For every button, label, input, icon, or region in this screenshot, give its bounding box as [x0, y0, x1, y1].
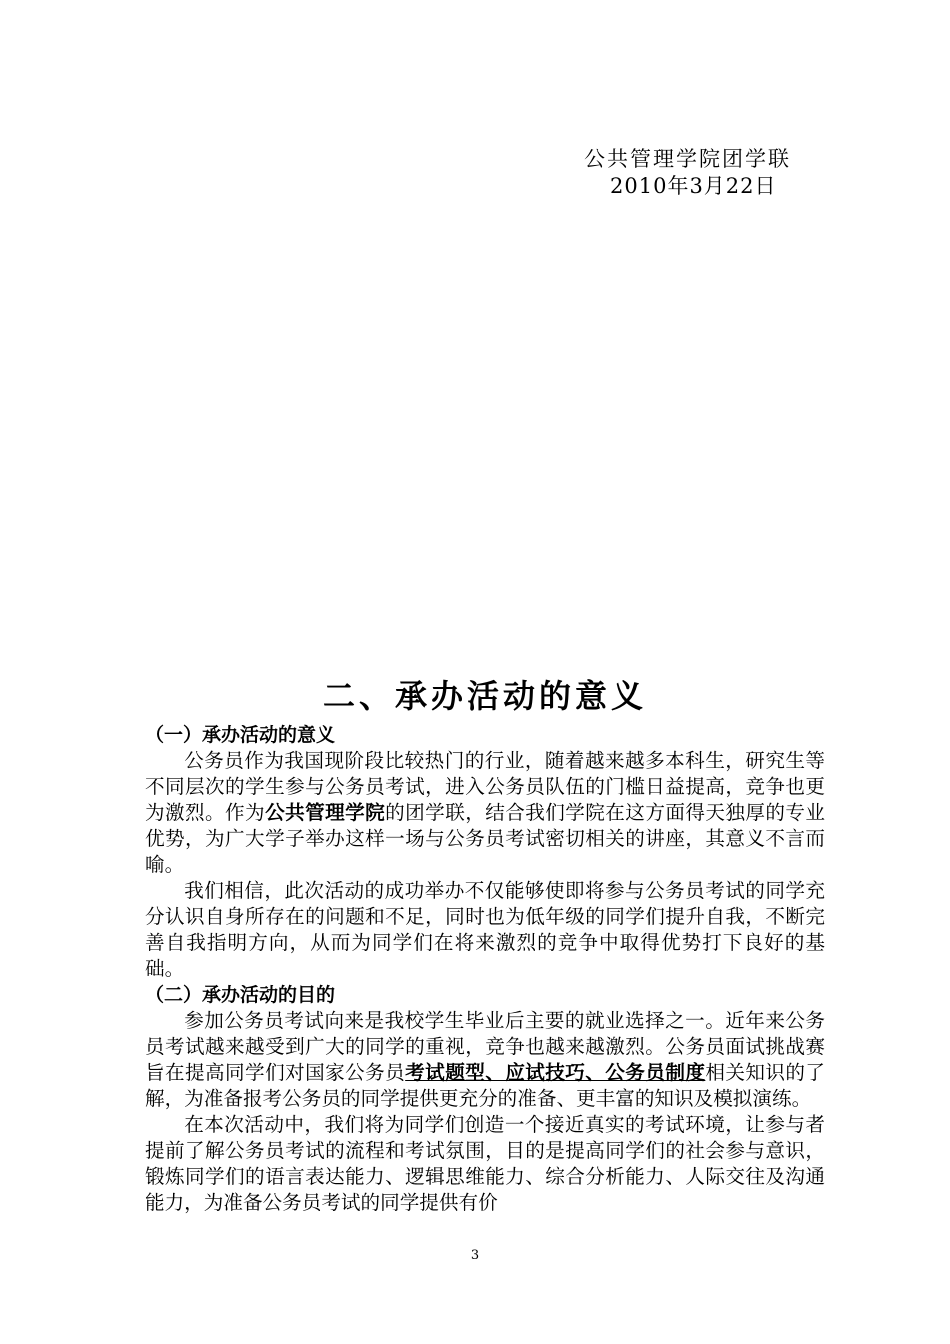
subsection-heading-meaning: （一）承办活动的意义 — [145, 724, 336, 746]
signature-organization: 公共管理学院团学联 — [584, 147, 791, 171]
paragraph-text: 的团学联，结合我们学院在这方面得天独厚的专业优势，为广大学子举办这样一场与公务员考试密切相关的讲座，其意义不言而喻。 — [145, 801, 826, 876]
paragraph-text: 参加公务员考试向来是我校学生毕业后主要的就业选择之一。近年来公务员考试越来越受到广大的同学的重视，竞争也越来越激烈。公务员面试挑战赛旨在提高同学们对国家公务员 — [145, 1009, 825, 1084]
paragraph — [145, 748, 825, 878]
emphasis-text: 公共管理学院 — [265, 801, 386, 824]
paragraph-text: 相关知识的了解，为准备报考公务员的同学提供更充分的准备、更丰富的知识及模拟演练。 — [145, 1061, 826, 1110]
signature-block — [560, 146, 820, 200]
section-meaning — [145, 672, 825, 1216]
signature-date: 2010年3月22日 — [610, 174, 777, 198]
emphasis-underlined-text: 考试题型、应试技巧、公务员制度 — [405, 1061, 706, 1084]
page-number: 3 — [470, 1248, 480, 1263]
subsection-heading-purpose: （二）承办活动的目的 — [145, 984, 336, 1006]
paragraph: 我们相信，此次活动的成功举办不仅能够使即将参与公务员考试的同学充分认识自身所存在的问题和不足，同时也为低年级的同学们提升自我，不断完善自我指明方向，从而为同学们在将来激烈的竞争中取得优势打下良好的基础。 — [145, 879, 825, 980]
paragraph — [145, 1008, 825, 1112]
paragraph: 在本次活动中，我们将为同学们创造一个接近真实的考试环境，让参与者提前了解公务员考试的流程和考试氛围，目的是提高同学们的社会参与意识，锻炼同学们的语言表达能力、逻辑思维能力、综合分析能力、人际交往及沟通能力，为准备公务员考试的同学提供有价 — [145, 1113, 825, 1214]
paragraph-text: 公务员作为我国现阶段比较热门的行业，随着越来越多本科生，研究生等不同层次的学生参与公务员考试，进入公务员队伍的门槛日益提高，竞争也更为激烈。作为 — [145, 749, 825, 824]
section-title: 二、承办活动的意义 — [322, 677, 647, 715]
